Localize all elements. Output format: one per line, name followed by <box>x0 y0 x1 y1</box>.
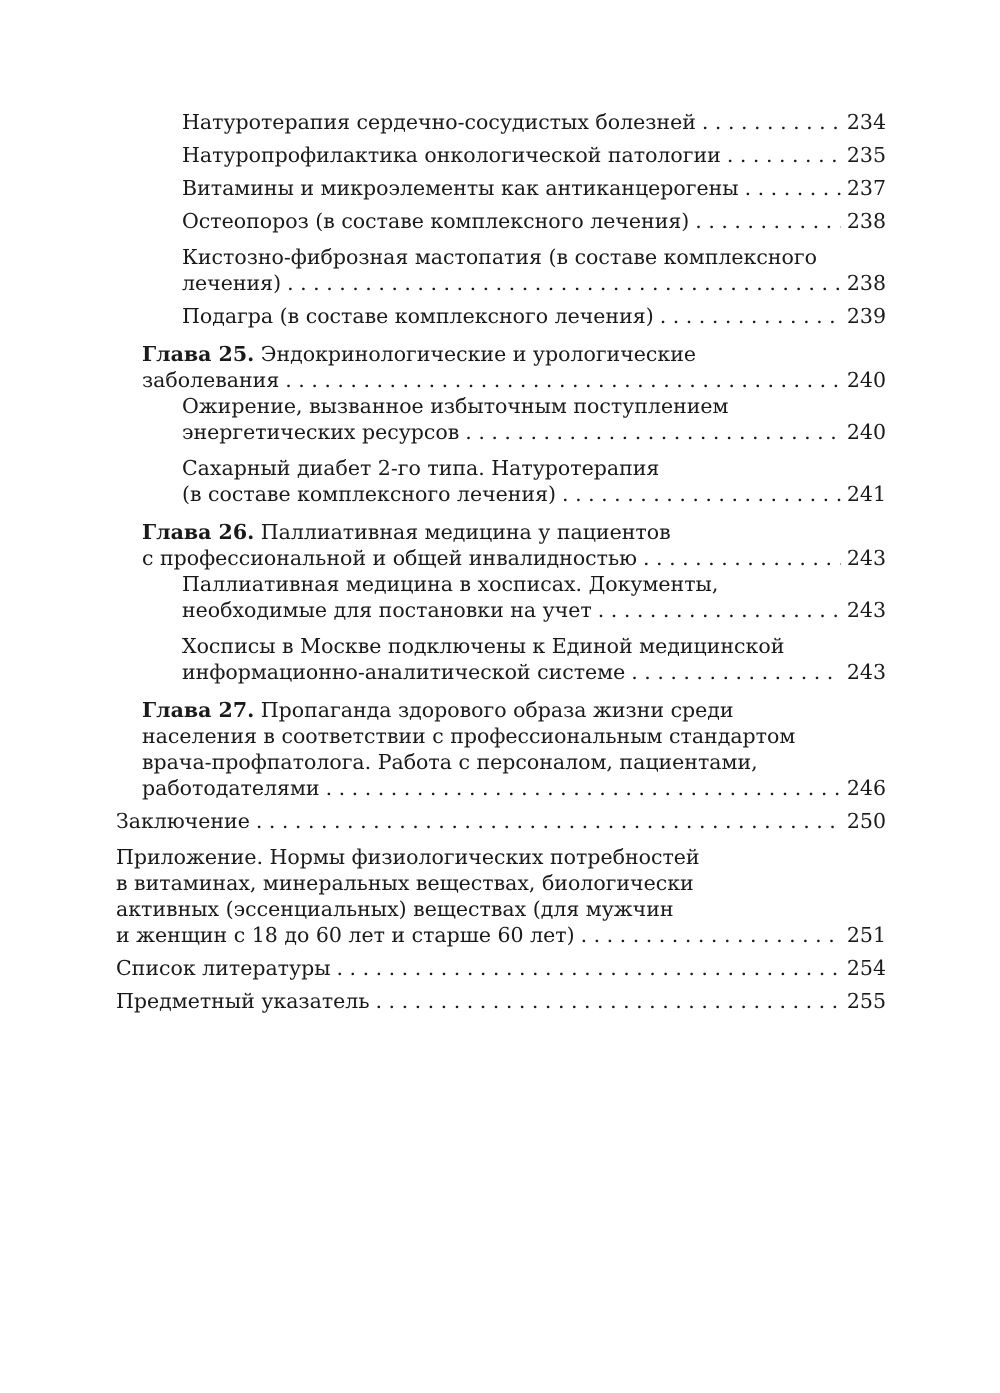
leader-dots <box>643 545 841 571</box>
leader-dots <box>598 597 841 623</box>
leader-dots <box>285 367 841 393</box>
chapter-number: Глава 26. <box>142 520 255 544</box>
toc-entry-title: Натуропрофилактика онкологической патологии <box>182 143 721 167</box>
chapter-number: Глава 25. <box>142 342 255 366</box>
toc-section <box>116 844 886 948</box>
toc-chapter-title-line: врача-профпатолога. Работа с персоналом, пациентами, <box>142 750 758 774</box>
toc-page-number: 240 <box>846 420 886 444</box>
table-of-contents <box>116 109 886 1014</box>
toc-section <box>116 955 886 981</box>
toc-entry <box>116 244 886 296</box>
toc-entry-title-line: Паллиативная медицина в хосписах. Документы, <box>182 572 719 596</box>
chapter-title: Эндокринологические и урологические <box>260 342 696 366</box>
leader-dots <box>337 955 841 981</box>
toc-chapter-title-line <box>142 697 886 723</box>
leader-dots <box>287 270 841 296</box>
toc-page-number: 241 <box>846 482 886 506</box>
toc-section-title: Список литературы <box>116 956 331 980</box>
toc-entry-title-line: Кистозно-фиброзная мастопатия (в составе комплексного <box>182 245 817 269</box>
toc-page-number: 243 <box>846 546 886 570</box>
toc-entry <box>116 393 886 445</box>
toc-entry <box>116 142 886 168</box>
toc-entry-title-line: Ожирение, вызванное избыточным поступлением <box>182 394 729 418</box>
toc-section-title-line: и женщин с 18 до 60 лет и старше 60 лет) <box>116 923 575 947</box>
toc-section-title: Предметный указатель <box>116 989 370 1013</box>
toc-entry-title-line: Хосписы в Москве подключены к Единой медицинской <box>182 634 785 658</box>
toc-entry-title: Остеопороз (в составе комплексного лечения) <box>182 209 690 233</box>
toc-entry-title: Натуротерапия сердечно-сосудистых болезней <box>182 110 696 134</box>
toc-page-number: 255 <box>846 989 886 1013</box>
chapter-number: Глава 27. <box>142 698 255 722</box>
toc-entry-title: Подагра (в составе комплексного лечения) <box>182 304 654 328</box>
toc-chapter-title-line: населения в соответствии с профессиональным стандартом <box>142 724 796 748</box>
toc-page-number: 240 <box>846 368 886 392</box>
toc-chapter-title-line <box>142 341 886 367</box>
toc-page-number: 243 <box>846 660 886 684</box>
toc-entry <box>116 571 886 623</box>
leader-dots <box>326 775 841 801</box>
toc-entry <box>116 455 886 507</box>
toc-section-title: Заключение <box>116 809 250 833</box>
toc-entry <box>116 633 886 685</box>
toc-chapter-title-line: с профессиональной и общей инвалидностью <box>142 546 637 570</box>
toc-entry <box>116 208 886 234</box>
toc-page-number: 250 <box>846 809 886 833</box>
toc-page-number: 235 <box>846 143 886 167</box>
leader-dots <box>702 109 841 135</box>
toc-entry-title-line: (в составе комплексного лечения) <box>182 482 557 506</box>
leader-dots <box>562 481 841 507</box>
toc-page-number: 246 <box>846 776 886 800</box>
leader-dots <box>660 303 841 329</box>
leader-dots <box>695 208 841 234</box>
toc-page-number: 239 <box>846 304 886 328</box>
leader-dots <box>376 988 841 1014</box>
toc-page-number: 234 <box>846 110 886 134</box>
toc-section <box>116 808 886 834</box>
toc-page-number: 251 <box>846 923 886 947</box>
toc-section-title-line: Приложение. Нормы физиологических потребностей <box>116 845 700 869</box>
toc-page-number: 243 <box>846 598 886 622</box>
toc-chapter <box>116 519 886 571</box>
toc-chapter-title-line: заболевания <box>142 368 280 392</box>
toc-chapter <box>116 341 886 393</box>
leader-dots <box>581 922 841 948</box>
toc-entry-title-line: Сахарный диабет 2-го типа. Натуротерапия <box>182 456 660 480</box>
toc-entry-title-line: лечения) <box>182 271 282 295</box>
toc-entry-title-line: энергетических ресурсов <box>182 420 460 444</box>
toc-entry-title-line: информационно-аналитической системе <box>182 660 626 684</box>
toc-entry <box>116 109 886 135</box>
toc-page-number: 237 <box>846 176 886 200</box>
leader-dots <box>745 175 841 201</box>
toc-section-title-line: в витаминах, минеральных веществах, биологически <box>116 871 694 895</box>
toc-entry <box>116 175 886 201</box>
toc-page-number: 254 <box>846 956 886 980</box>
chapter-title: Пропаганда здорового образа жизни среди <box>260 698 734 722</box>
toc-chapter <box>116 697 886 801</box>
toc-page-number: 238 <box>846 271 886 295</box>
leader-dots <box>465 419 841 445</box>
toc-section <box>116 988 886 1014</box>
toc-entry-title: Витамины и микроэлементы как антиканцерогены <box>182 176 739 200</box>
toc-entry-title-line: необходимые для постановки на учет <box>182 598 592 622</box>
leader-dots <box>727 142 841 168</box>
toc-page-number: 238 <box>846 209 886 233</box>
chapter-title: Паллиативная медицина у пациентов <box>260 520 671 544</box>
leader-dots <box>256 808 841 834</box>
toc-entry <box>116 303 886 329</box>
leader-dots <box>631 659 841 685</box>
toc-chapter-title-line: работодателями <box>142 776 320 800</box>
toc-chapter-title-line <box>142 519 886 545</box>
toc-section-title-line: активных (эссенциальных) веществах (для мужчин <box>116 897 674 921</box>
